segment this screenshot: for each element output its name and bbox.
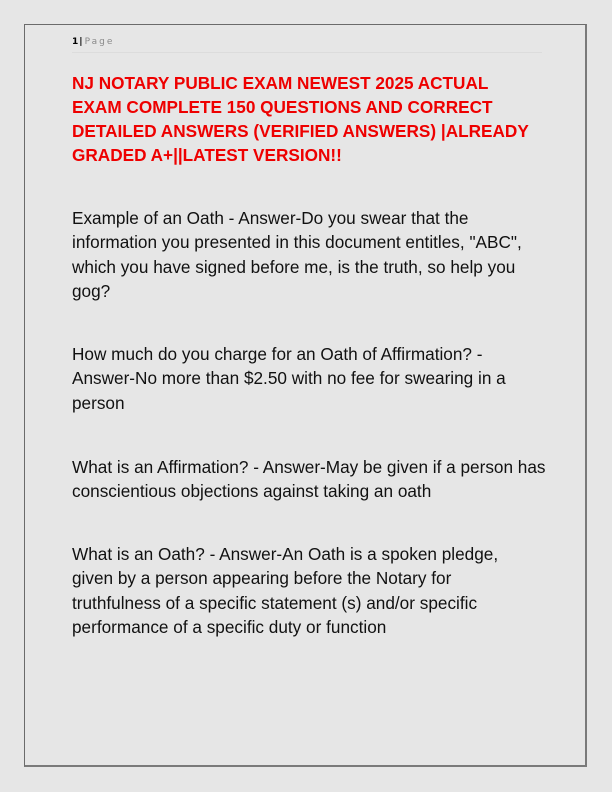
page-number: 1 bbox=[72, 37, 79, 47]
qa-item: What is an Oath? - Answer-An Oath is a spoken pledge, given by a person appearing before the Notary for truthfulness of a specific statement (s) and/or specific performance of a specific duty or function bbox=[72, 544, 499, 637]
page-separator: | bbox=[79, 37, 83, 47]
page-label: Page bbox=[84, 37, 115, 47]
qa-item: What is an Affirmation? - Answer-May be given if a person has conscientious objections against taking an oath bbox=[72, 457, 546, 502]
qa-item: How much do you charge for an Oath of Affirmation? - Answer-No more than $2.50 with no fee for swearing in a person bbox=[72, 344, 506, 413]
document-title: NJ NOTARY PUBLIC EXAM NEWEST 2025 ACTUAL EXAM COMPLETE 150 QUESTIONS AND CORRECT DETAILED ANSWERS (VERIFIED ANSWERS) |ALREADY GRADED A+||LATEST VERSION!! bbox=[72, 73, 529, 165]
qa-item: Example of an Oath - Answer-Do you swear that the information you presented in this document entitles, "ABC", which you have signed before me, is the truth, so help you gog? bbox=[72, 208, 522, 301]
page-header bbox=[72, 36, 542, 53]
